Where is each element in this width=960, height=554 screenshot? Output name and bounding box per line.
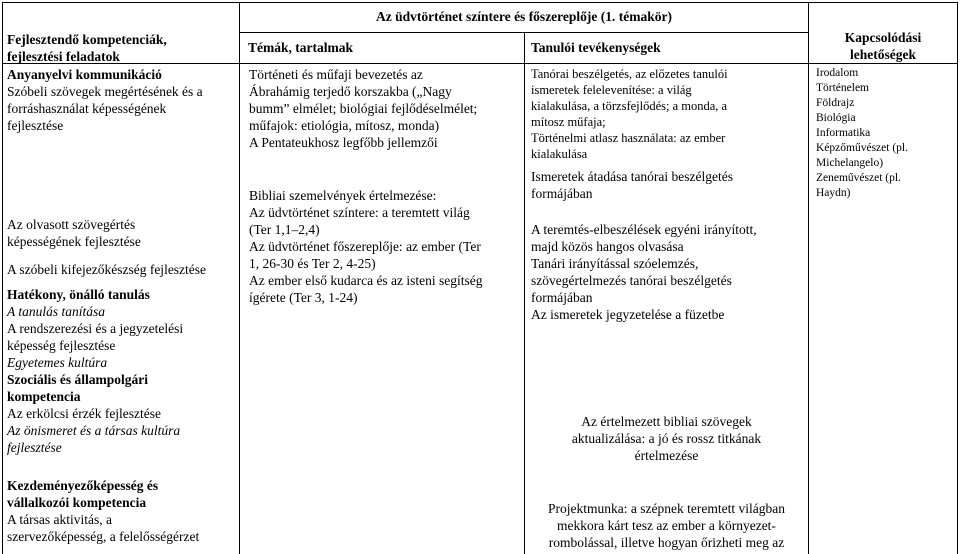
table-border-left [2, 2, 3, 554]
list-item: Földrajz [816, 97, 855, 109]
list-item: Haydn) [816, 187, 851, 199]
col-header-links: Kapcsolódási lehetőségek [844, 30, 922, 62]
competency-title: Hatékony, önálló tanulás [7, 287, 150, 302]
table-border-top [2, 2, 958, 3]
list-item: Történelem [816, 82, 870, 94]
competency-block-4: Hatékony, önálló tanulás A tanulás tanítása A rendszerezési és a jegyzetelési képesség fejlesztése Egyetemes kultúra Szociális és állampolgári kompetencia Az erkölcsi érzék fejlesztése Az önismeret és a társas kultúra fejlesztése [7, 287, 184, 455]
col-header-competencies: Fejlesztendő kompetenciák, fejlesztési feladatok [7, 32, 167, 64]
competency-block-2: Az olvasott szövegértés képességének fejlesztése [7, 217, 141, 249]
col-divider-3 [808, 2, 809, 554]
col-header-activities: Tanulói tevékenységek [531, 40, 661, 55]
activities-paragraph-1-tail: Ismeretek átadása tanórai beszélgetés formájában [531, 169, 734, 201]
topics-paragraph-2: Bibliai szemelvények értelmezése: Az üdvtörténet színtere: a teremtett világ (Ter 1,1–2,4) Az üdvtörténet főszereplője: az ember (Ter 1, 26-30 és Ter 2, 4-25) Az ember első kudarca és az isteni segítség ígérete (Ter 3, 1-24) [249, 188, 483, 305]
list-item: Képzőművészet (pl. [816, 142, 908, 154]
table-border-right [957, 2, 958, 554]
title-row-divider [239, 32, 809, 33]
list-item: Zeneművészet (pl. [816, 172, 901, 184]
col-divider-2 [524, 32, 525, 554]
competency-block-3: A szóbeli kifejezőkészség fejlesztése [7, 262, 207, 277]
list-item: Informatika [816, 127, 871, 139]
competency-block-5: Kezdeményezőképesség és vállalkozói kompetencia A társas aktivitás, a szervezőképesség, a felelősségérzet [7, 478, 200, 544]
col-header-topics: Témák, tartalmak [248, 40, 353, 55]
activities-paragraph-2: A teremtés-elbeszélések egyéni irányított, majd közös hangos olvasása Tanári irányítással szóelemzés, szövegértelmezés tanórai beszélgetés formájában Az ismeretek jegyzetelése a füzetbe [531, 222, 757, 322]
list-item: Biológia [816, 112, 856, 124]
activities-paragraph-3: Az értelmezett bibliai szövegek aktualizálása: a jó és rossz titkának értelmezése [571, 414, 762, 463]
links-list [816, 66, 908, 201]
competency-block-1: Anyanyelvi kommunikáció Szóbeli szövegek megértésének és a forráshasználat képességének fejlesztése [7, 67, 203, 133]
list-item: Michelangelo) [816, 157, 884, 169]
topics-paragraph-1: Történeti és műfaji bevezetés az Ábrahámig terjedő korszakba („Nagy bumm” elmélet; biológiai fejlődéselmélet; műfajok: etiológia, mítosz, monda) A Pentateukhosz legfőbb jellemzői [249, 67, 478, 150]
activities-paragraph-1: Tanórai beszélgetés, az előzetes tanulói ismeretek felelevenítése: a világ kialakulása, a törzsfejlődés; a monda, a mítosz műfaja; Történelmi atlasz használata: az ember kialakulása [531, 67, 728, 161]
activities-paragraph-4: Projektmunka: a szépnek teremtett világban mekkora kárt tesz az ember a környezet- rombolással, illetve hogyan őrizheti meg az [548, 501, 785, 550]
competency-title: Anyanyelvi kommunikáció [7, 67, 162, 82]
section-title: Az üdvtörténet színtere és főszereplője (1. témakör) [375, 9, 673, 24]
list-item: Irodalom [816, 67, 859, 79]
col-divider-1 [239, 2, 240, 554]
